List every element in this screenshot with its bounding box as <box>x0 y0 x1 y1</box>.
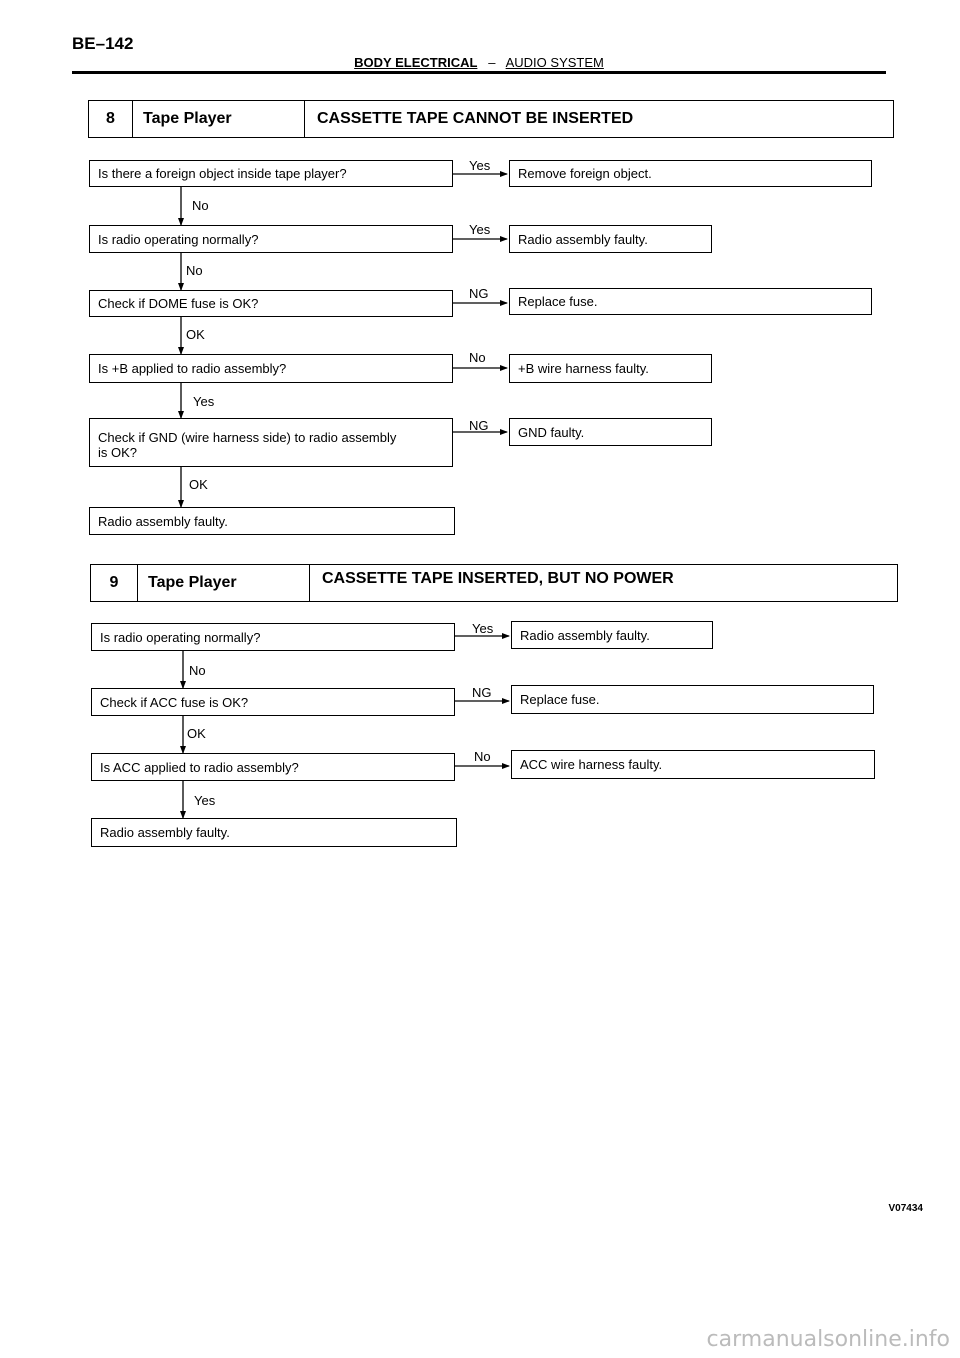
branch-label: Yes <box>469 222 491 237</box>
result-box: +B wire harness faulty. <box>509 354 712 383</box>
decision-box-radio-operating: Is radio operating normally? <box>89 225 453 253</box>
decision-box-foreign-object: Is there a foreign object inside tape player? <box>89 160 453 187</box>
header-section: BODY ELECTRICAL <box>354 55 478 70</box>
decision-text-line: Check if GND (wire harness side) to radio assembly <box>98 430 397 445</box>
section-number: 9 <box>91 565 138 601</box>
result-box: Remove foreign object. <box>509 160 872 187</box>
result-box: Replace fuse. <box>511 685 874 714</box>
branch-label: NG <box>469 286 489 301</box>
final-box: Radio assembly faulty. <box>89 507 455 535</box>
result-box: Radio assembly faulty. <box>509 225 712 253</box>
branch-label: Yes <box>469 158 491 173</box>
flow-label: Yes <box>194 793 216 808</box>
decision-text-line: is OK? <box>98 445 138 460</box>
branch-label: No <box>469 350 486 365</box>
section-9-header <box>90 564 898 602</box>
result-box: Replace fuse. <box>509 288 872 315</box>
header-dash: – <box>488 55 496 70</box>
section-8-header <box>88 100 894 138</box>
flow-label: OK <box>187 726 206 741</box>
final-box: Radio assembly faulty. <box>91 818 457 847</box>
decision-box-acc-applied: Is ACC applied to radio assembly? <box>91 753 455 781</box>
decision-box-dome-fuse: Check if DOME fuse is OK? <box>89 290 453 317</box>
decision-box-plus-b-applied: Is +B applied to radio assembly? <box>89 354 453 383</box>
branch-label: Yes <box>472 621 494 636</box>
section-category: Tape Player <box>138 565 310 601</box>
section-category: Tape Player <box>133 101 305 137</box>
section-title: CASSETTE TAPE INSERTED, BUT NO POWER <box>322 570 674 587</box>
flow-label: No <box>189 663 206 678</box>
watermark: carmanualsonline.info <box>706 1327 950 1352</box>
decision-box-gnd <box>89 418 453 467</box>
branch-label: NG <box>472 685 492 700</box>
flow-label: OK <box>186 327 205 342</box>
result-box: ACC wire harness faulty. <box>511 750 875 779</box>
decision-box-acc-fuse: Check if ACC fuse is OK? <box>91 688 455 716</box>
result-box: GND faulty. <box>509 418 712 446</box>
decision-box-radio-operating: Is radio operating normally? <box>91 623 455 651</box>
page-number: BE–142 <box>72 34 134 53</box>
flow-label: Yes <box>193 394 215 409</box>
flow-label: No <box>186 263 203 278</box>
section-title: CASSETTE TAPE CANNOT BE INSERTED <box>317 110 634 127</box>
header-subsection: AUDIO SYSTEM <box>505 55 604 70</box>
branch-label: NG <box>469 418 489 433</box>
figure-code: V07434 <box>888 1203 923 1214</box>
section-number: 8 <box>89 101 133 137</box>
flow-label: No <box>192 198 209 213</box>
flow-label: OK <box>189 477 208 492</box>
result-box: Radio assembly faulty. <box>511 621 713 649</box>
branch-label: No <box>474 749 491 764</box>
